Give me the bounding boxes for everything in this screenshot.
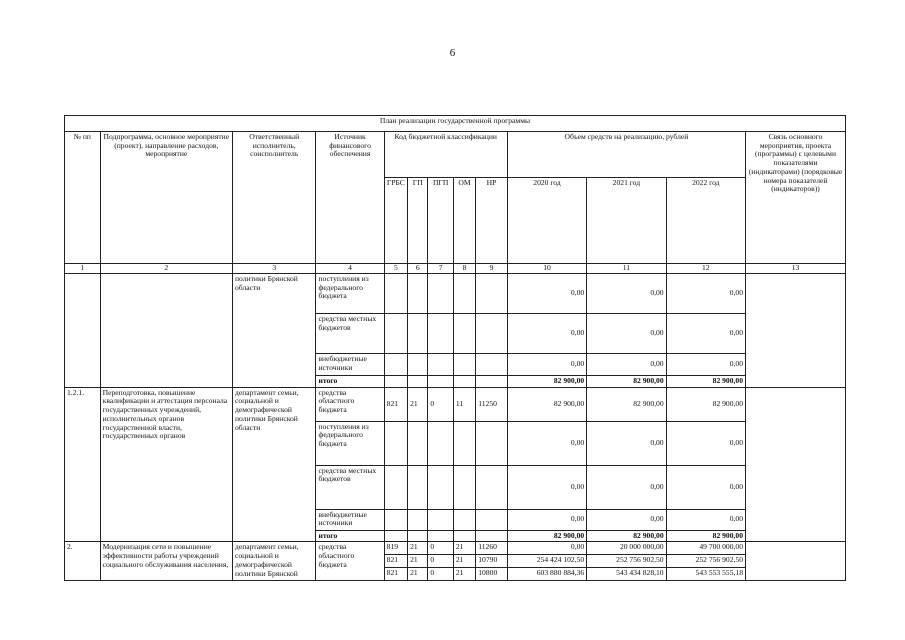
- grbs-cell: 819: [384, 542, 407, 555]
- value-2021: 0,00: [587, 465, 666, 509]
- pgp-cell: 0: [428, 555, 453, 568]
- value-2020: 603 880 884,36: [507, 568, 586, 581]
- pgp-cell: 0: [428, 387, 453, 421]
- np-cell: 10800: [476, 568, 508, 581]
- grbs-cell: 821: [384, 568, 407, 581]
- header-responsible: Ответственный исполнитель, соисполнитель: [232, 132, 315, 264]
- om-cell: 21: [453, 542, 475, 555]
- source-cell: внебюджетные источники: [316, 354, 384, 376]
- value-2021: 20 000 000,00: [587, 542, 666, 555]
- value-2020: 0,00: [507, 542, 586, 555]
- header-row-1: [65, 132, 846, 178]
- table-row: [65, 387, 846, 421]
- header-grbs: ГРБС: [384, 178, 407, 264]
- header-num: № пп: [65, 132, 101, 264]
- col-index-cell: 11: [587, 264, 666, 274]
- source-cell: итого: [316, 376, 384, 388]
- om-cell: 11: [453, 387, 475, 421]
- link-cell: [746, 387, 846, 542]
- value-2021: 0,00: [587, 354, 666, 376]
- header-om: ОМ: [453, 178, 475, 264]
- col-index-cell: 10: [507, 264, 586, 274]
- om-cell: 21: [453, 568, 475, 581]
- value-2021: 0,00: [587, 421, 666, 465]
- value-2020: 82 900,00: [507, 387, 586, 421]
- value-2021: 82 900,00: [587, 387, 666, 421]
- value-2022: 82 900,00: [666, 376, 745, 388]
- header-source: Источник финансового обеспечения: [316, 132, 384, 264]
- col-index-cell: 7: [428, 264, 453, 274]
- value-2020: 82 900,00: [507, 530, 586, 542]
- value-2020: 254 424 102,50: [507, 555, 586, 568]
- np-cell: 11250: [476, 387, 508, 421]
- grbs-cell: 821: [384, 387, 407, 421]
- value-2022: 0,00: [666, 314, 745, 354]
- value-2021: 0,00: [587, 274, 666, 314]
- source-cell: внебюджетные источники: [316, 509, 384, 530]
- value-2022: 543 553 555,18: [666, 568, 745, 581]
- col-index-cell: 8: [453, 264, 475, 274]
- value-2021: 0,00: [587, 314, 666, 354]
- program-plan-table: [64, 115, 846, 581]
- value-2022: 82 900,00: [666, 387, 745, 421]
- value-2021: 82 900,00: [587, 376, 666, 388]
- value-2022: 82 900,00: [666, 530, 745, 542]
- value-2020: 82 900,00: [507, 376, 586, 388]
- source-cell: средства областного бюджета: [316, 387, 384, 421]
- value-2022: 49 700 000,00: [666, 542, 745, 555]
- col-index-cell: 3: [232, 264, 315, 274]
- value-2021: 82 900,00: [587, 530, 666, 542]
- header-subprogram: Подпрограмма, основное мероприятие (проект), направление расходов, мероприятие: [100, 132, 232, 264]
- num-cell: 2.: [65, 542, 101, 581]
- np-cell: 10790: [476, 555, 508, 568]
- grbs-cell: 821: [384, 555, 407, 568]
- header-budget-code: Код бюджетной классификации: [384, 132, 507, 178]
- col-index-cell: 2: [100, 264, 232, 274]
- responsible-cell: департамент семьи, социальной и демографической политики Брянской области: [232, 387, 315, 542]
- value-2020: 0,00: [507, 509, 586, 530]
- header-pgp: ПГП: [428, 178, 453, 264]
- value-2022: 0,00: [666, 274, 745, 314]
- header-gp: ГП: [408, 178, 428, 264]
- link-cell: [746, 274, 846, 388]
- gp-cell: 21: [408, 542, 428, 555]
- col-index-cell: 13: [746, 264, 846, 274]
- np-cell: 11260: [476, 542, 508, 555]
- source-cell: средства местных бюджетов: [316, 314, 384, 354]
- source-cell: итого: [316, 530, 384, 542]
- value-2022: 0,00: [666, 421, 745, 465]
- header-link: Связь основного мероприятия, проекта (программы) с целевыми показателями (индикаторами) (порядковые номера показателей (индикаторов)): [746, 132, 846, 264]
- table-row: [65, 274, 846, 314]
- responsible-cell: департамент семьи, социальной и демографической политики Брянской: [232, 542, 315, 581]
- source-cell: поступления из федерального бюджета: [316, 421, 384, 465]
- table-title: План реализации государственной программы: [65, 116, 846, 132]
- num-cell: 1.2.1.: [65, 387, 101, 542]
- header-2022: 2022 год: [666, 178, 745, 264]
- value-2022: 252 756 902,50: [666, 555, 745, 568]
- source-cell: средства местных бюджетов: [316, 465, 384, 509]
- header-2021: 2021 год: [587, 178, 666, 264]
- header-np: НР: [476, 178, 508, 264]
- value-2020: 0,00: [507, 314, 586, 354]
- pgp-cell: 0: [428, 542, 453, 555]
- value-2020: 0,00: [507, 421, 586, 465]
- value-2021: 543 434 828,10: [587, 568, 666, 581]
- col-index-cell: 1: [65, 264, 101, 274]
- header-2020: 2020 год: [507, 178, 586, 264]
- title-row: [65, 116, 846, 132]
- pgp-cell: 0: [428, 568, 453, 581]
- gp-cell: 21: [408, 568, 428, 581]
- header-volume: Объем средств на реализацию, рублей: [507, 132, 745, 178]
- page-number: 6: [449, 47, 456, 59]
- value-2021: 0,00: [587, 509, 666, 530]
- value-2022: 0,00: [666, 354, 745, 376]
- gp-cell: 21: [408, 387, 428, 421]
- source-cell: поступления из федерального бюджета: [316, 274, 384, 314]
- gp-cell: 21: [408, 555, 428, 568]
- name-cell: Модернизация сети и повышение эффективности работы учреждений социального обслуживания населения,: [100, 542, 232, 581]
- value-2020: 0,00: [507, 274, 586, 314]
- table-row: [65, 542, 846, 555]
- col-index-cell: 6: [408, 264, 428, 274]
- col-index-cell: 12: [666, 264, 745, 274]
- num-cell: [65, 274, 101, 388]
- value-2022: 0,00: [666, 465, 745, 509]
- source-cell: средства областного бюджета: [316, 542, 384, 581]
- col-index-cell: 5: [384, 264, 407, 274]
- col-index-cell: 4: [316, 264, 384, 274]
- value-2022: 0,00: [666, 509, 745, 530]
- om-cell: 21: [453, 555, 475, 568]
- col-index-cell: 9: [476, 264, 508, 274]
- column-index-row: [65, 264, 846, 274]
- link-cell: [746, 542, 846, 581]
- value-2021: 252 756 902,50: [587, 555, 666, 568]
- name-cell: Переподготовка, повышение квалификации и аттестация персонала государственных учреждений, исполнительных органов государственной власти, государственных органов: [100, 387, 232, 542]
- value-2020: 0,00: [507, 354, 586, 376]
- name-cell: [100, 274, 232, 388]
- responsible-cell: политики Брянской области: [232, 274, 315, 388]
- value-2020: 0,00: [507, 465, 586, 509]
